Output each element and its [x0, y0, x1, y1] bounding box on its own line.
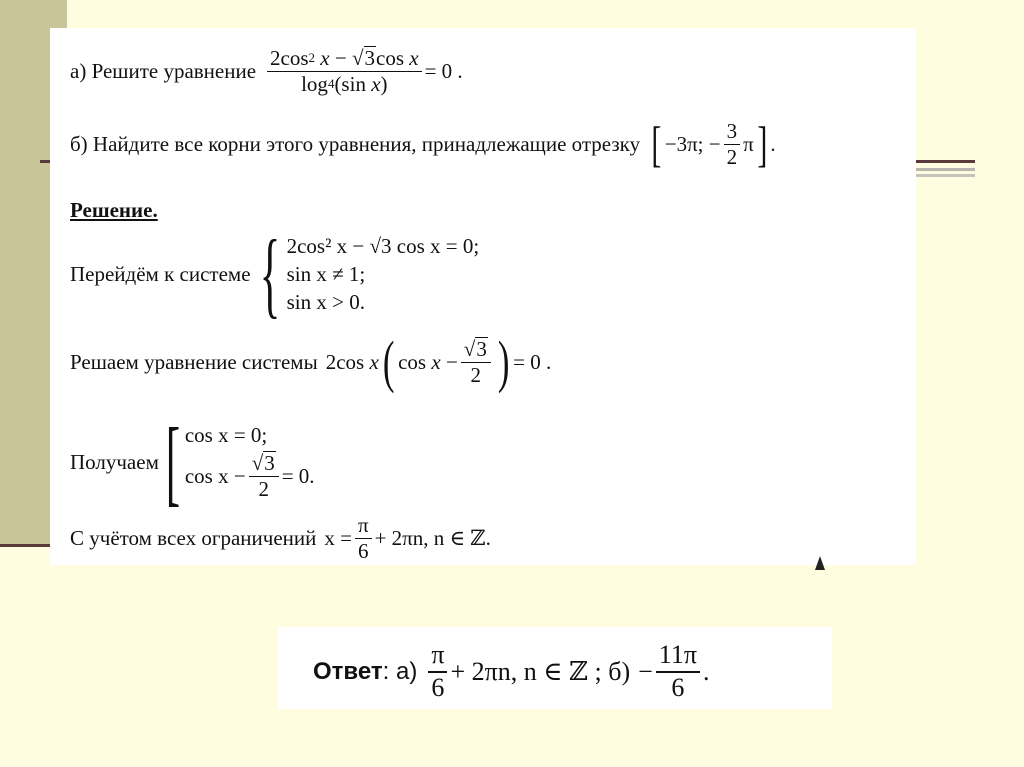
num-2cos: 2cos: [270, 45, 309, 70]
sqrt-symbol: √ 3: [351, 46, 375, 70]
answer-panel: [278, 627, 832, 709]
constraints-x-eq: x =: [324, 526, 352, 551]
system-brace: {: [259, 220, 280, 327]
get-eq-2-fraction: [249, 451, 279, 501]
get-sqrt-radicand: 3: [264, 450, 275, 475]
constraints-frac-num: π: [355, 514, 372, 539]
num-minus: −: [334, 45, 347, 70]
get-equations: [185, 423, 315, 501]
answer-b-minus: −: [638, 656, 653, 686]
den-sin: (sin: [334, 72, 366, 97]
num-cos: cos: [376, 45, 404, 70]
get-bracket: [: [165, 408, 181, 515]
system-eq-1: 2cos² x − √3 cos x = 0;: [286, 233, 480, 258]
get-eq-2: [185, 451, 315, 501]
answer-b-fraction: [656, 641, 700, 702]
part-a-equals: = 0 .: [424, 58, 463, 83]
system-eq-3: sin x > 0.: [286, 289, 365, 314]
part-b-line: [70, 116, 776, 173]
answer-a-den: 6: [431, 672, 445, 702]
interval-right-bracket: ]: [757, 116, 768, 173]
solve-inner-x: x: [431, 349, 441, 374]
den-x: x: [371, 72, 381, 97]
solve-left-paren: (: [382, 329, 395, 394]
constraints-label: С учётом всех ограничений: [70, 526, 317, 551]
num-x: x: [320, 45, 330, 70]
answer-a-fraction: [428, 641, 447, 702]
constraints-fraction: [355, 514, 372, 563]
den-close-paren: ): [380, 72, 388, 97]
answer-label: Ответ: [313, 657, 383, 685]
solve-line: [70, 329, 552, 394]
constraints-frac-den: 6: [358, 539, 369, 564]
answer-b-num: 11π: [656, 641, 700, 673]
answer-part-a-prefix: : а): [382, 657, 418, 685]
sqrt-radicand: 3: [364, 46, 375, 70]
solve-frac-den: 2: [470, 363, 482, 388]
get-line: [70, 408, 315, 515]
answer-a-post: + 2πn, n ∈ ℤ ; б): [450, 656, 631, 686]
system-equations: [287, 234, 480, 315]
get-eq-1: cos x = 0;: [184, 422, 268, 447]
den-log-base: 4: [327, 76, 335, 92]
part-a-label: а) Решите уравнение: [70, 58, 257, 83]
part-a-fraction: [267, 46, 422, 96]
constraints-post: + 2πn, n ∈ ℤ.: [374, 526, 491, 551]
get-eq-2-equals: = 0.: [281, 463, 315, 488]
interval-frac-num: 3: [724, 120, 741, 145]
interval-left-bracket: [: [651, 116, 662, 173]
solution-panel: [50, 28, 916, 565]
solve-x: x: [369, 349, 379, 374]
part-a-line: [70, 46, 463, 96]
solve-equals: = 0 .: [513, 349, 552, 374]
solve-right-paren: ): [497, 329, 510, 394]
slide-bottom-line: [0, 544, 50, 547]
get-eq-2-pre: cos x −: [184, 463, 246, 488]
answer-b-dot: .: [702, 656, 710, 686]
solve-sqrt-radicand: 3: [476, 337, 487, 361]
solve-minus: −: [445, 349, 458, 374]
solve-label: Решаем уравнение системы: [70, 349, 318, 374]
den-log: log: [301, 72, 328, 97]
solution-heading: Решение.: [70, 198, 158, 222]
solution-heading-line: [70, 198, 158, 223]
solve-2cos: 2cos: [325, 349, 365, 374]
interval-frac-den: 2: [726, 145, 738, 170]
part-b-dot: .: [770, 132, 776, 157]
constraints-line: [70, 514, 491, 563]
system-eq-2: sin x ≠ 1;: [286, 261, 366, 286]
answer-a-num: π: [428, 641, 447, 673]
part-b-label: б) Найдите все корни этого уравнения, принадлежащие отрезку: [70, 132, 641, 157]
slide-marker-icon: [815, 556, 825, 570]
answer-line: [313, 641, 709, 702]
system-label: Перейдём к системе: [70, 261, 251, 286]
get-frac-den: 2: [258, 477, 269, 501]
interval-left: −3π; −: [664, 132, 721, 157]
solve-cos: cos: [398, 349, 427, 374]
get-sqrt: √ 3: [251, 450, 275, 475]
interval-pi: π: [743, 132, 754, 157]
solve-fraction: [461, 337, 491, 387]
num-power: 2: [308, 49, 316, 65]
solve-sqrt: √ 3: [463, 337, 487, 361]
answer-b-den: 6: [671, 672, 685, 702]
system-line: [70, 220, 480, 327]
interval-fraction: [724, 120, 741, 169]
num-x2: x: [409, 45, 419, 70]
get-label: Получаем: [70, 449, 159, 474]
